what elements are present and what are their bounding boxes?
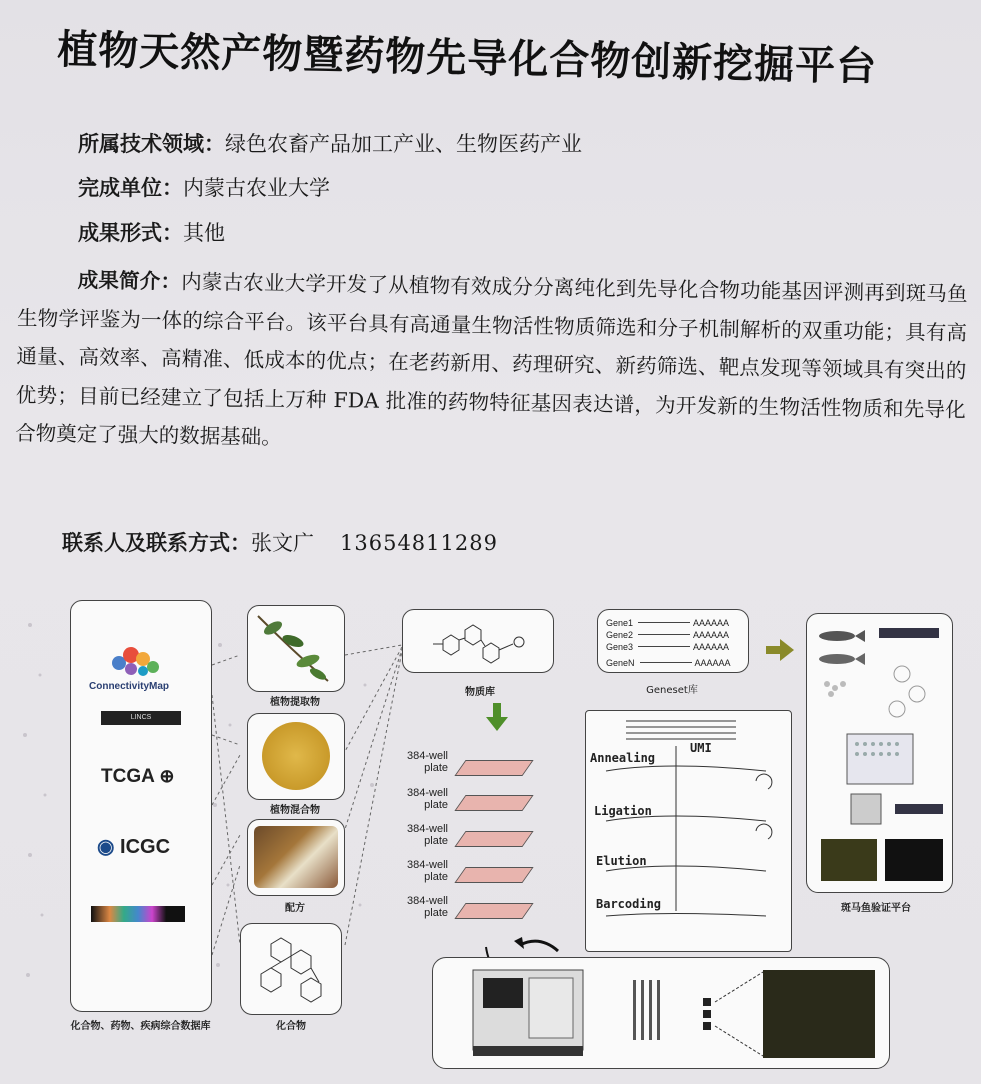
- connectivity-map-logo: [109, 641, 169, 681]
- right-arrow-icon: [766, 639, 796, 661]
- contact-line: [62, 527, 498, 557]
- gene-row: [606, 658, 731, 668]
- gene-row: [606, 630, 729, 640]
- plate-label-line1: 384-well: [407, 787, 448, 799]
- gene-row: [606, 642, 729, 652]
- plate-label: [398, 823, 448, 847]
- plate-label-line1: 384-well: [407, 823, 448, 835]
- umi-label: UMI: [690, 741, 712, 755]
- plant-leaf-icon: [248, 606, 344, 691]
- gene-name: GeneN: [606, 658, 635, 668]
- plate-label-line2: plate: [424, 762, 448, 774]
- gene-row: [606, 618, 729, 628]
- plant-extract-panel: [247, 605, 345, 692]
- plate-label-line1: 384-well: [407, 750, 448, 762]
- geneset-panel: [597, 609, 749, 673]
- meta-key: 成果形式：: [78, 220, 183, 245]
- zebrafish-caption: 斑马鱼验证平台: [841, 903, 911, 914]
- well-plate: [454, 867, 533, 883]
- meta-key: 所属技术领域：: [78, 131, 225, 156]
- globe-icon: ⊕: [159, 766, 175, 786]
- tcga-label: [101, 766, 175, 788]
- platform-figure: [0, 585, 981, 1084]
- library-molecule-icon: [403, 610, 553, 672]
- lincs-label: LINCS: [130, 714, 152, 721]
- down-arrow-icon: [486, 703, 508, 733]
- plate-label-line2: plate: [424, 907, 448, 919]
- plant-mixture-panel: [247, 713, 345, 800]
- plate-label-line2: plate: [424, 871, 448, 883]
- meta-value: 内蒙古农业大学: [183, 176, 330, 200]
- sequencer-diagram: [433, 958, 889, 1068]
- compound-caption: 化合物: [276, 1021, 306, 1032]
- gene-name: Gene1: [606, 618, 634, 628]
- well-plate: [454, 795, 533, 811]
- meta-value: 其他: [183, 221, 225, 245]
- assay-steps-panel: [585, 710, 792, 952]
- icgc-logo-icon: ◉: [97, 836, 115, 858]
- plate-label-line2: plate: [424, 835, 448, 847]
- substance-library-caption: 物质库: [465, 687, 495, 698]
- plant-extract-caption: 植物提取物: [270, 697, 320, 708]
- plant-mixture-caption: 植物混合物: [270, 805, 320, 816]
- formula-panel: [247, 819, 345, 896]
- contact-key: 联系人及联系方式：: [62, 530, 251, 555]
- step-annealing: Annealing: [590, 751, 656, 765]
- connectivity-map-label: ConnectivityMap: [89, 681, 170, 692]
- contact-name: 张文广: [251, 531, 314, 555]
- gene-polyA: AAAAAA: [694, 658, 731, 668]
- geneset-caption: Geneset库: [646, 685, 698, 696]
- gene-polyA: AAAAAA: [693, 630, 730, 640]
- well-plate: [454, 760, 533, 776]
- formula-caption: 配方: [285, 903, 305, 914]
- contact-phone: 13654811289: [340, 531, 498, 555]
- plate-label-line2: plate: [424, 799, 448, 811]
- meta-value: 绿色农畜产品加工产业、生物医药产业: [225, 132, 582, 156]
- gene-polyA: AAAAAA: [693, 642, 730, 652]
- lincs-logo: [101, 711, 181, 725]
- meta-field-form: [78, 217, 225, 249]
- well-plate: [454, 831, 533, 847]
- gene-name: Gene3: [606, 642, 634, 652]
- icgc-label: [97, 834, 170, 859]
- meta-key: 完成单位：: [78, 175, 183, 200]
- gene-polyA: AAAAAA: [693, 618, 730, 628]
- compound-panel: [240, 923, 342, 1015]
- step-elution: Elution: [596, 854, 647, 868]
- sequencer-panel: [432, 957, 890, 1069]
- gene-name: Gene2: [606, 630, 634, 640]
- plate-label: [398, 859, 448, 883]
- database-caption: 化合物、药物、疾病综合数据库: [70, 1021, 211, 1032]
- plate-label: [398, 895, 448, 919]
- plate-label: [398, 787, 448, 811]
- substance-library-panel: [402, 609, 554, 673]
- database-panel: [70, 600, 212, 1012]
- intro-text: 内蒙古农业大学开发了从植物有效成分分离纯化到先导化合物功能基因评测再到斑马鱼生物学评鉴为一体的综合平台。该平台具有高通量生物活性物质筛选和分子机制解析的双重功能；具有高通量、高效率、高精准、低成本的优点；在老药新用、药理研究、新药筛选、靶点发现等领域具有突出的优势；目前已经建立了包括上万种 FDA 批准的药物特征基因表达谱，为开发新的生物活性物质和先导化合物奠定了强大的数据基础。: [15, 269, 968, 450]
- step-ligation: Ligation: [594, 804, 652, 818]
- plate-label-line1: 384-well: [407, 859, 448, 871]
- meta-field-unit: [78, 172, 330, 204]
- meta-field-domain: [78, 128, 582, 160]
- intro-key: 成果简介：: [77, 267, 182, 294]
- zebrafish-diagram: [807, 614, 952, 892]
- intro-paragraph: [15, 260, 968, 467]
- step-barcoding: Barcoding: [596, 897, 662, 911]
- powder-icon: [262, 722, 330, 790]
- assay-diagram: [586, 711, 791, 951]
- plate-label-line1: 384-well: [407, 895, 448, 907]
- herbs-photo: [254, 826, 338, 888]
- icgc-text: ICGC: [120, 836, 171, 858]
- plate-label: [398, 750, 448, 774]
- page-title: 植物天然产物暨药物先导化合物创新挖掘平台: [56, 26, 878, 91]
- tcga-text: TCGA: [101, 766, 155, 787]
- zebrafish-panel: [806, 613, 953, 893]
- database-logo-strip: [91, 906, 185, 922]
- molecule-structure-icon: [241, 924, 341, 1014]
